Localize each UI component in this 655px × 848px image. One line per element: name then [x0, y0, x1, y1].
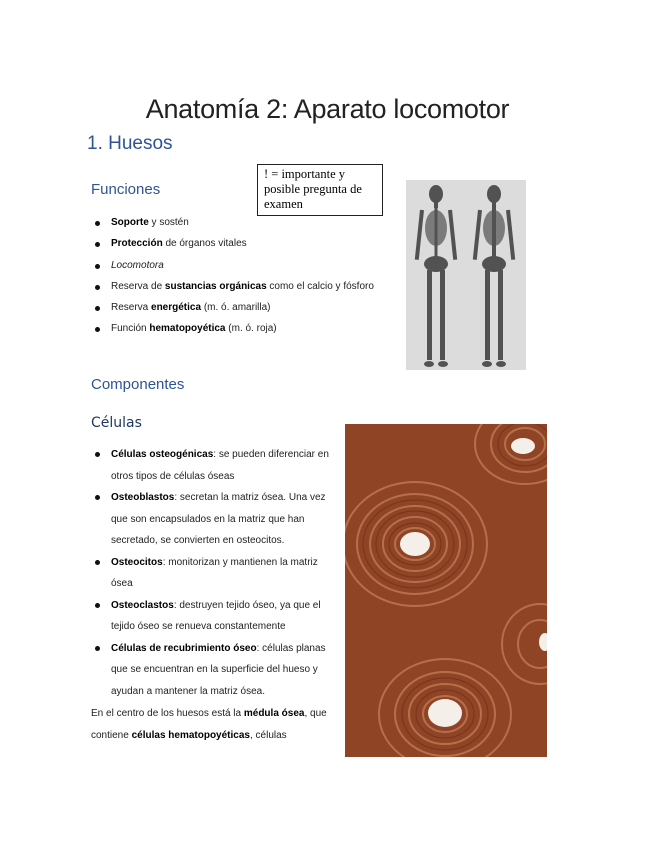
list-item: Función hematopoyética (m. ó. roja): [92, 322, 402, 343]
list-item: Osteoblastos: secretan la matriz ósea. Una vez que son encapsulados en la matriz que han secretado, se convierten en osteocitos.: [92, 487, 337, 552]
medula-paragraph: En el centro de los huesos está la médula ósea, que contiene células hematopoyéticas, células: [91, 708, 327, 741]
celulas-list: [92, 444, 337, 702]
page-title: Anatomía 2: Aparato locomotor: [145, 94, 510, 125]
list-item: Células de recubrimiento óseo: células planas que se encuentran en la superficie del hueso y ayudan a mantener la matriz ósea.: [92, 638, 337, 703]
list-item: Osteocitos: monitorizan y mantienen la matriz ósea: [92, 552, 337, 595]
funciones-list: [92, 216, 402, 344]
list-item: Osteoclastos: destruyen tejido óseo, ya que el tejido óseo se renueva constantemente: [92, 595, 337, 638]
list-item: Reserva de sustancias orgánicas como el calcio y fósforo: [92, 280, 402, 301]
list-item: Locomotora: [92, 259, 402, 280]
bone-tissue-image: [345, 424, 547, 757]
note-box: ! = importante y posible pregunta de examen: [257, 164, 383, 216]
heading-celulas: Células: [91, 415, 142, 431]
skeleton-scan-image: [406, 180, 526, 370]
list-item: Células osteogénicas: se pueden diferenciar en otros tipos de células óseas: [92, 444, 337, 487]
section-heading-huesos: 1. Huesos: [87, 133, 173, 154]
heading-componentes: Componentes: [91, 376, 185, 393]
list-item: Reserva energética (m. ó. amarilla): [92, 301, 402, 322]
heading-funciones: Funciones: [91, 181, 161, 198]
list-item: Soporte y sostén: [92, 216, 402, 237]
list-item: Protección de órganos vitales: [92, 237, 402, 258]
